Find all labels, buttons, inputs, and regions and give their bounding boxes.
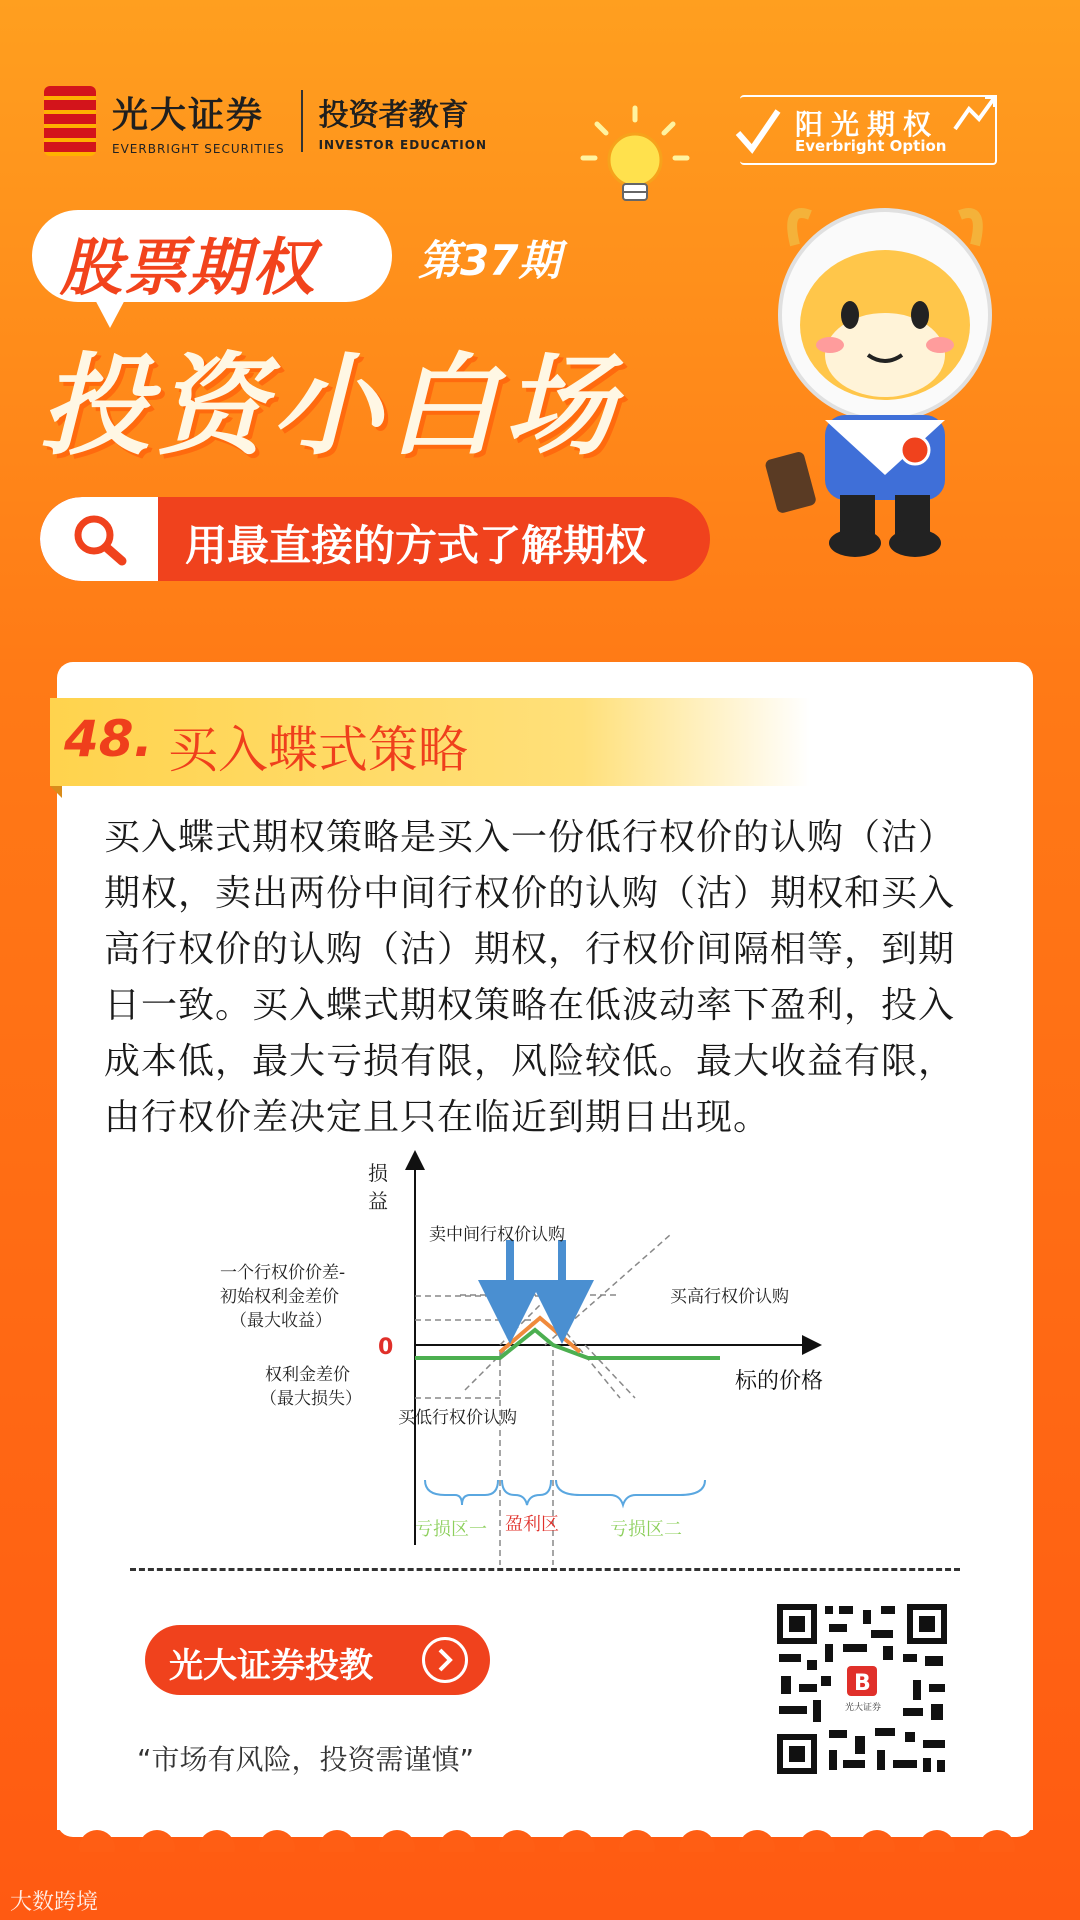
edu-name-cn: 投资者教育 <box>318 98 469 133</box>
slogan-text: 用最直接的方式了解期权 <box>185 521 648 570</box>
section-heading <box>50 698 810 786</box>
x-axis-label: 标的价格 <box>735 1369 824 1394</box>
investor-edu-button[interactable] <box>145 1625 490 1695</box>
butterfly-payoff-diagram <box>200 1140 880 1570</box>
label-buy-high: 买高行权价认购 <box>670 1287 789 1307</box>
brace-profit <box>502 1480 551 1505</box>
label-max-gain-2: 初始权利金差价 <box>220 1287 339 1307</box>
label-max-gain-3: （最大收益） <box>230 1311 332 1331</box>
checkmark-icon <box>732 103 792 159</box>
y-axis-label-1: 损 <box>368 1161 388 1185</box>
option-brand-badge <box>740 95 997 165</box>
section-number: 48. <box>64 710 153 768</box>
brand-name-en: EVERBRIGHT SECURITIES <box>112 141 285 156</box>
label-max-gain-1: 一个行权价价差- <box>220 1263 346 1283</box>
section-body: 买入蝶式期权策略是买入一份低行权价的认购（沽）期权，卖出两份中间行权价的认购（沽）期权和买入高行权价的认购（沽）期权，行权价间隔相等，到期日一致。买入蝶式期权策略在低波动率下盈利，投入成本低，最大亏损有限，风险较低。最大收益有限，由行权价差决定且只在临近到期日出现。 <box>104 817 956 1138</box>
section-title: 买入蝶式策略 <box>168 721 468 779</box>
edu-name-en: INVESTOR EDUCATION <box>318 138 487 152</box>
series-title: 股票期权 <box>60 231 317 304</box>
qr-code[interactable] <box>773 1600 951 1778</box>
zone-loss-2: 亏损区二 <box>610 1519 682 1540</box>
main-title: 投资小白场 <box>40 342 620 470</box>
lightbulb-icon <box>575 100 695 220</box>
risk-warning: “市场有风险，投资需谨慎” <box>137 1743 475 1776</box>
card-scalloped-edge <box>57 1812 1033 1852</box>
label-buy-low: 买低行权价认购 <box>398 1408 517 1428</box>
zero-label: 0 <box>378 1335 394 1360</box>
arrow-right-icon <box>422 1637 468 1683</box>
mascot-calf-astronaut-icon <box>740 205 1030 565</box>
brace-loss-2 <box>556 1480 705 1505</box>
label-sell-mid: 卖中间行权价认购 <box>429 1225 565 1245</box>
series-title-bubble <box>32 210 392 302</box>
dashed-divider <box>130 1568 960 1571</box>
label-max-loss-2: （最大损失） <box>260 1389 362 1409</box>
option-brand-cn: 阳光期权 <box>795 108 940 141</box>
zone-profit: 盈利区 <box>505 1514 559 1535</box>
brace-loss-1 <box>425 1480 498 1505</box>
ribbon-fold <box>50 786 62 798</box>
slogan-bar <box>40 497 710 581</box>
watermark <box>10 1885 98 1916</box>
brand-divider <box>301 90 303 152</box>
trend-arrow-icon <box>953 93 999 133</box>
issue-number: 第37期 <box>418 236 561 285</box>
brand-name-cn: 光大证券 <box>112 94 265 136</box>
label-max-loss-1: 权利金差价 <box>265 1365 350 1385</box>
search-icon-box <box>40 497 158 581</box>
brand-names <box>112 87 285 156</box>
qr-logo-label: 光大证券 <box>845 1703 882 1713</box>
option-brand-en: Everbright Option <box>795 137 947 155</box>
search-icon <box>40 497 158 581</box>
cta-label: 光大证券投教 <box>169 1646 373 1686</box>
qr-logo-letter: B <box>854 1671 871 1696</box>
everbright-logo-icon <box>44 86 96 156</box>
zone-loss-1: 亏损区一 <box>415 1519 487 1540</box>
edu-names <box>319 90 487 152</box>
watermark-text: 大数跨境 <box>10 1890 99 1915</box>
brand-header <box>44 86 487 156</box>
y-axis-label-2: 益 <box>368 1189 388 1213</box>
